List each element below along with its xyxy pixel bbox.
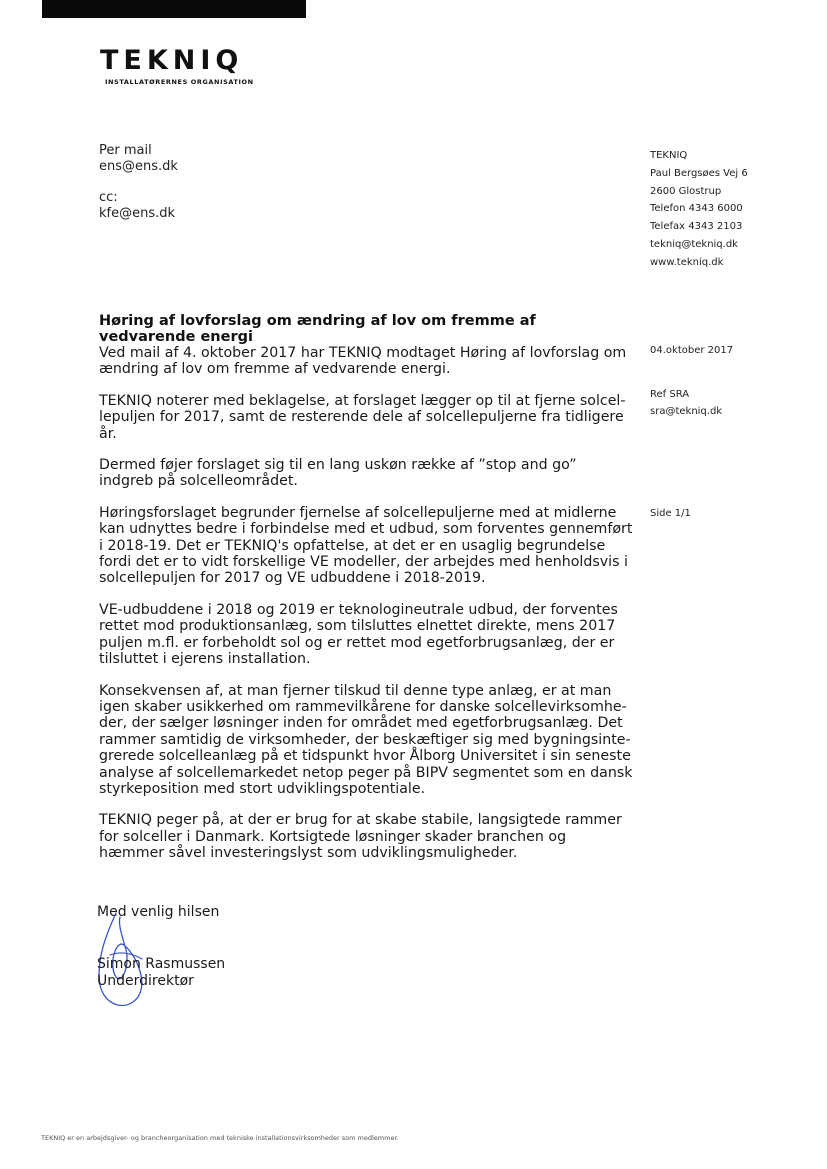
cc-email: kfe@ens.dk: [99, 206, 176, 221]
closing-greeting: Med venlig hilsen: [97, 904, 220, 920]
sender-line: tekniq@tekniq.dk: [650, 238, 738, 250]
footer-note: TEKNIQ er en arbejdsgiver- og brancheorganisation med tekniske installationsvirksomheder som medlemmer.: [41, 1134, 399, 1142]
letter-date: 04.oktober 2017: [650, 345, 734, 356]
recipient-email: ens@ens.dk: [99, 159, 178, 174]
signer-block: [97, 956, 225, 990]
recipient-line1: Per mail: [99, 143, 152, 158]
body-paragraph: Dermed føjer forslaget sig til en lang uskøn række af ”stop and go” indgreb på solcelleområdet.: [99, 457, 577, 490]
redaction-bar: [42, 0, 306, 18]
letter-body: [99, 345, 634, 877]
sender-line: TEKNIQ: [650, 150, 688, 161]
sender-line: Telefax 4343 2103: [650, 221, 743, 233]
sender-line: Telefon 4343 6000: [650, 203, 743, 215]
body-paragraph: Konsekvensen af, at man fjerner tilskud til denne type anlæg, er at man igen skaber usikkerhed om rammevilkårene for danske solcellevirksomhe-der, der sælger løsninger inden for området med egetforbrugsanlæg. Det rammer samtidig de virksomheder, der beskæftiger sig med bygningsinte-grerede solcelleanlæg på et tidspunkt hvor Ålborg Universitet i sin seneste analyse af solcellemarkedet netop peger på BIPV segmentet som en dansk styrkeposition med stort udviklingspotentiale.: [99, 682, 633, 797]
logo-tagline: INSTALLATØRERNES ORGANISATION: [105, 78, 254, 86]
page-number: Side 1/1: [650, 508, 691, 519]
sender-line: Paul Bergsøes Vej 6: [650, 167, 748, 179]
signer-name: Simon Rasmussen: [97, 956, 226, 972]
logo-wordmark: TEKNIQ: [100, 45, 244, 76]
body-paragraph: Ved mail af 4. oktober 2017 har TEKNIQ modtaget Høring af lovforslag om ændring af lov om fremme af vedvarende energi.: [99, 345, 627, 378]
body-paragraph: VE-udbuddene i 2018 og 2019 er teknologineutrale udbud, der forventes rettet mod produktionsanlæg, som tilsluttes elnettet direkte, mens 2017 puljen m.fl. er forbeholdt sol og er rettet mod egetforbrugsanlæg, der er tilsluttet i ejerens installation.: [99, 601, 618, 668]
cc-label: cc:: [99, 190, 118, 205]
reference-email: sra@tekniq.dk: [650, 406, 723, 417]
sender-line: 2600 Glostrup: [650, 185, 722, 197]
body-paragraph: Høringsforslaget begrunder fjernelse af solcellepuljerne med at midlerne kan udnyttes bedre i forbindelse med et udbud, som forventes gennemført i 2018-19. Det er TEKNIQ's opfattelse, at det er en usaglig begrundelse fordi det er to vidt forskellige VE modeller, der arbejdes med henholdsvis i solcellepuljen for 2017 og VE udbuddene i 2018-2019.: [99, 504, 633, 587]
reference: Ref SRA: [650, 389, 690, 400]
sender-line: www.tekniq.dk: [650, 256, 724, 268]
letter-subject: Høring af lovforslag om ændring af lov om fremme af vedvarende energi: [99, 313, 536, 345]
body-paragraph: TEKNIQ noterer med beklagelse, at forslaget lægger op til at fjerne solcel-lepuljen for 2017, samt de resterende dele af solcellepuljerne fra tidligere år.: [99, 392, 626, 442]
body-paragraph: TEKNIQ peger på, at der er brug for at skabe stabile, langsigtede rammer for solceller i Danmark. Kortsigtede løsninger skader branchen og hæmmer såvel investeringslyst som udviklingsmuligheder.: [99, 812, 622, 862]
sender-address-block: [650, 147, 748, 272]
signer-title: Underdirektør: [97, 973, 194, 989]
